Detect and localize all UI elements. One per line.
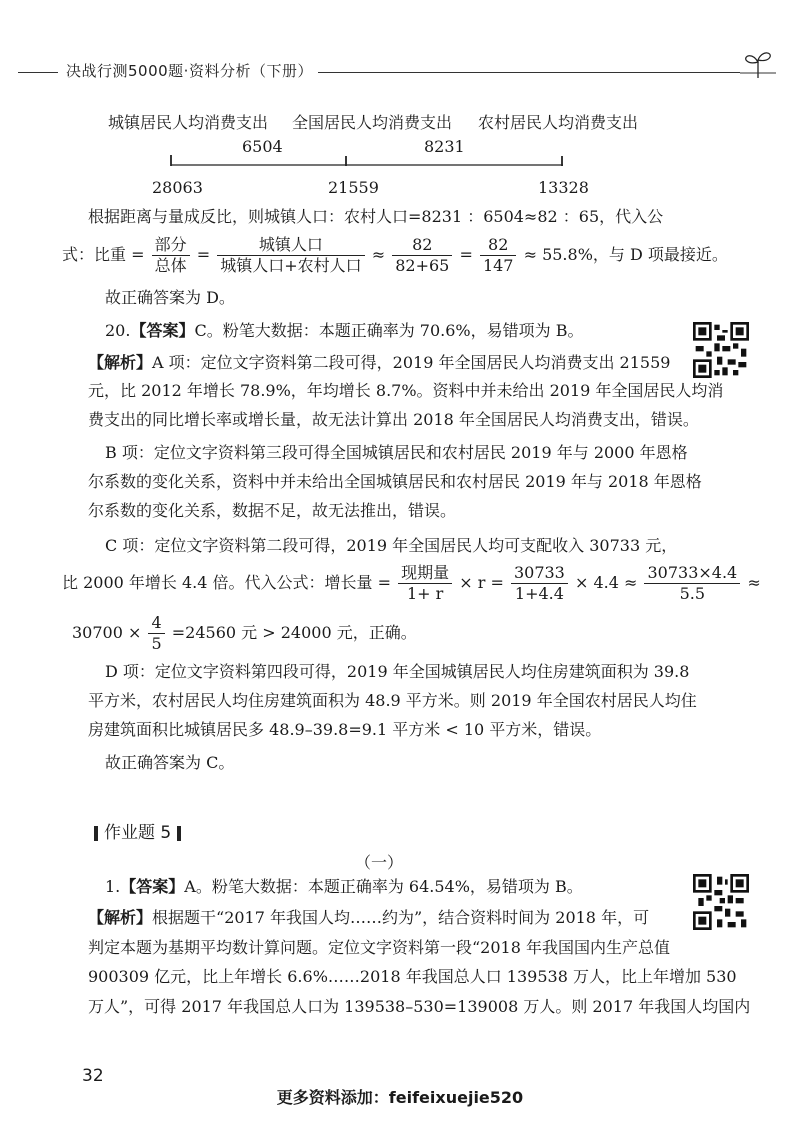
page-number: 32 (82, 1066, 104, 1086)
formula-result: ≈ 55.8%，与 D 项最接近。 (523, 245, 728, 264)
q1-number: 1. (105, 877, 121, 896)
sprout-icon (740, 48, 776, 80)
heading-bar-right (177, 826, 181, 841)
analysis-a-line: A 项：定位文字资料第二段可得，2019 年全国居民人均消费支出 21559 (152, 353, 671, 372)
q1-answer-text: A。粉笔大数据：本题正确率为 64.54%，易错项为 B。 (184, 877, 583, 896)
answer-tag: 【答案】 (120, 877, 185, 896)
q20-analysis-b1: B 项：定位文字资料第三段可得全国城镇居民和农村居民 2019 年与 2000 年恩格 (105, 443, 688, 462)
growth-formula-prefix: 比 2000 年增长 4.4 倍。代入公式：增长量 = (62, 573, 392, 592)
approx-sign: ≈ (747, 573, 761, 592)
analysis-tag: 【解析】 (88, 353, 153, 372)
growth-result-suffix: =24560 元 > 24000 元，正确。 (171, 623, 417, 642)
equals-sign: = (459, 245, 473, 264)
growth-result (72, 610, 417, 656)
q20-analysis-b3: 尔系数的变化关系，数据不足，故无法推出，错误。 (88, 501, 457, 520)
growth-result-prefix: 30700 × (72, 623, 142, 642)
subsection-label: （一） (355, 853, 404, 872)
formula-prefix: 式：比重 = (62, 245, 145, 264)
fraction-part-total: $\frac{\text{部分}}{\text{总体}}$ (152, 235, 190, 276)
section-heading (88, 818, 187, 843)
q1-analysis-3: 900309 亿元，比上年增长 6.6%……2018 年我国总人口 139538 万人，比上年增加 530 (88, 967, 737, 986)
analysis-tag: 【解析】 (88, 908, 153, 927)
fraction-product-over-5-5: $\frac{30733\times 4.4}{5.5}$ (644, 563, 740, 604)
q1-analysis-4: 万人”，可得 2017 年我国总人口为 139538–530=139008 万人。则 2017 年我国人均国内 (88, 997, 751, 1016)
q20-answer-line (105, 320, 583, 342)
header-rule-right (318, 72, 740, 73)
diagram-diff-right: 8231 (424, 137, 465, 156)
fraction-4-5: $\frac{4}{5}$ (148, 613, 164, 654)
diagram-value-national: 21559 (328, 178, 379, 197)
fraction-30733-over-5-4: $\frac{30733}{1+4.4}$ (511, 563, 568, 604)
q1-answer-line (105, 876, 583, 898)
q20-analysis-d2: 平方米，农村居民人均住房建筑面积为 48.9 平方米。则 2019 年全国农村居民人均住 (88, 691, 697, 710)
diagram-diff-left: 6504 (242, 137, 283, 156)
answer-tag: 【答案】 (130, 321, 195, 340)
q20-analysis-c1: C 项：定位文字资料第二段可得，2019 年全国居民人均可支配收入 30733 元， (105, 536, 678, 555)
fraction-82-147: $\frac{82}{147}$ (480, 235, 517, 276)
q20-number: 20. (105, 321, 131, 340)
q20-analysis-b2: 尔系数的变化关系，资料中并未给出全国城镇居民和农村居民 2019 年与 2018 年恩格 (88, 472, 702, 491)
fraction-urban-share: $\frac{\text{城镇人口}}{\text{城镇人口+农村人口}}$ (217, 235, 364, 276)
diagram-value-rural: 13328 (538, 178, 589, 197)
heading-bar-left (94, 826, 98, 841)
ratio-text: 根据距离与量成反比，则城镇人口：农村人口=8231 ：6504≈82 ：65，代入公 (88, 207, 664, 226)
book-title: 决战行测5000题·资料分析（下册） (66, 62, 313, 80)
fraction-current-over-1-plus-r: $\frac{\text{现期量}}{1+ r}$ (398, 563, 452, 604)
diagram-value-urban: 28063 (152, 178, 203, 197)
diagram-label-urban: 城镇居民人均消费支出 (108, 113, 269, 132)
running-header (18, 48, 780, 88)
q20-answer-text: C。粉笔大数据：本题正确率为 70.6%，易错项为 B。 (194, 321, 584, 340)
footer-contact-note: 更多资料添加：feifeixuejie520 (276, 1088, 524, 1107)
equals-sign: = (196, 245, 211, 264)
proportion-formula (62, 232, 728, 278)
growth-formula (62, 560, 761, 606)
q20-analysis-d1: D 项：定位文字资料第四段可得，2019 年全国城镇居民人均住房建筑面积为 39.8 (105, 662, 690, 681)
q20-analysis-a2: 元，比 2012 年增长 78.9%，年均增长 8.7%。资料中并未给出 2019 年全国居民人均消 (88, 381, 724, 400)
times-4-4: × 4.4 ≈ (574, 573, 638, 592)
header-rule-left (18, 72, 58, 73)
qr-code-icon[interactable] (693, 874, 749, 930)
q1-analysis-line: 根据题干“2017 年我国人均……约为”，结合资料时间为 2018 年，可 (152, 908, 650, 927)
times-r: × r = (459, 573, 504, 592)
diagram-scale-line (168, 152, 568, 172)
diagram-label-rural: 农村居民人均消费支出 (478, 113, 639, 132)
q1-analysis-2: 判定本题为基期平均数计算问题。定位文字资料第一段“2018 年我国国内生产总值 (88, 938, 670, 957)
q20-analysis-d3: 房建筑面积比城镇居民多 48.9–39.8=9.1 平方米 < 10 平方米，错误。 (88, 720, 602, 739)
conclusion-c: 故正确答案为 C。 (105, 753, 235, 772)
qr-code-icon[interactable] (693, 322, 749, 378)
diagram-label-national: 全国居民人均消费支出 (292, 113, 453, 132)
q20-analysis-a3: 费支出的同比增长率或增长量，故无法计算出 2018 年全国居民人均消费支出，错误。 (88, 410, 699, 429)
fraction-82-82-65: $\frac{82}{82+65}$ (392, 235, 452, 276)
approx-sign: ≈ (371, 245, 386, 264)
conclusion-d: 故正确答案为 D。 (105, 288, 235, 307)
q1-analysis-1 (88, 907, 649, 929)
q20-analysis-a1 (88, 352, 670, 374)
section-title: 作业题 5 (104, 823, 172, 843)
